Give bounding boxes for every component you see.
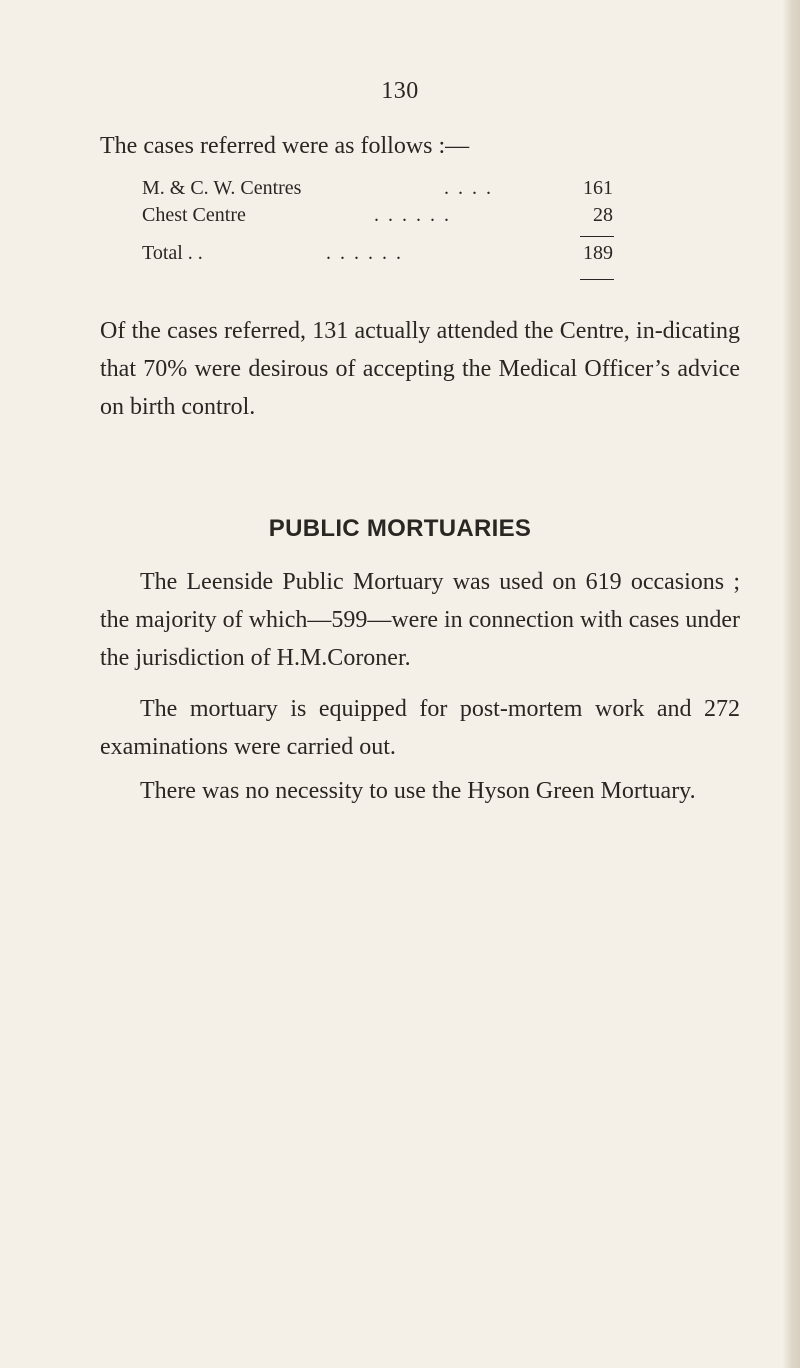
total-row (142, 242, 632, 269)
table-row (142, 204, 632, 231)
equipment-paragraph: The mortuary is equipped for post-mortem work and 272 examinations were carried out. (100, 696, 740, 760)
total-rule (580, 279, 614, 280)
row-label: M. & C. W. Centres (142, 177, 302, 199)
page-edge-shadow (782, 0, 800, 1368)
attendance-paragraph: Of the cases referred, 131 actually attended the Centre, in-dicating that 70% were desirous of accepting the Medical Officer’s advice on birth control. (100, 318, 740, 420)
table-row (142, 177, 632, 204)
total-label: Total . . (142, 242, 203, 264)
referrals-table (142, 177, 632, 264)
page-number: 130 (381, 78, 419, 104)
section-heading: PUBLIC MORTUARIES (268, 515, 532, 542)
leenside-paragraph: The Leenside Public Mortuary was used on 619 occasions ; the majority of which—599—were in connection with cases under the jurisdiction of H.M.Coroner. (100, 569, 740, 671)
dot-leaders: . . . . (444, 177, 493, 199)
subtotal-rule (580, 236, 614, 237)
hyson-paragraph: There was no necessity to use the Hyson Green Mortuary. (140, 778, 696, 804)
row-label: Chest Centre (142, 204, 246, 226)
intro-text: The cases referred were as follows :— (100, 133, 470, 159)
row-value: 28 (593, 204, 613, 226)
dot-leaders: . . . . . . (326, 242, 403, 264)
row-value: 161 (583, 177, 613, 199)
total-value: 189 (583, 242, 613, 264)
dot-leaders: . . . . . . (374, 204, 451, 226)
